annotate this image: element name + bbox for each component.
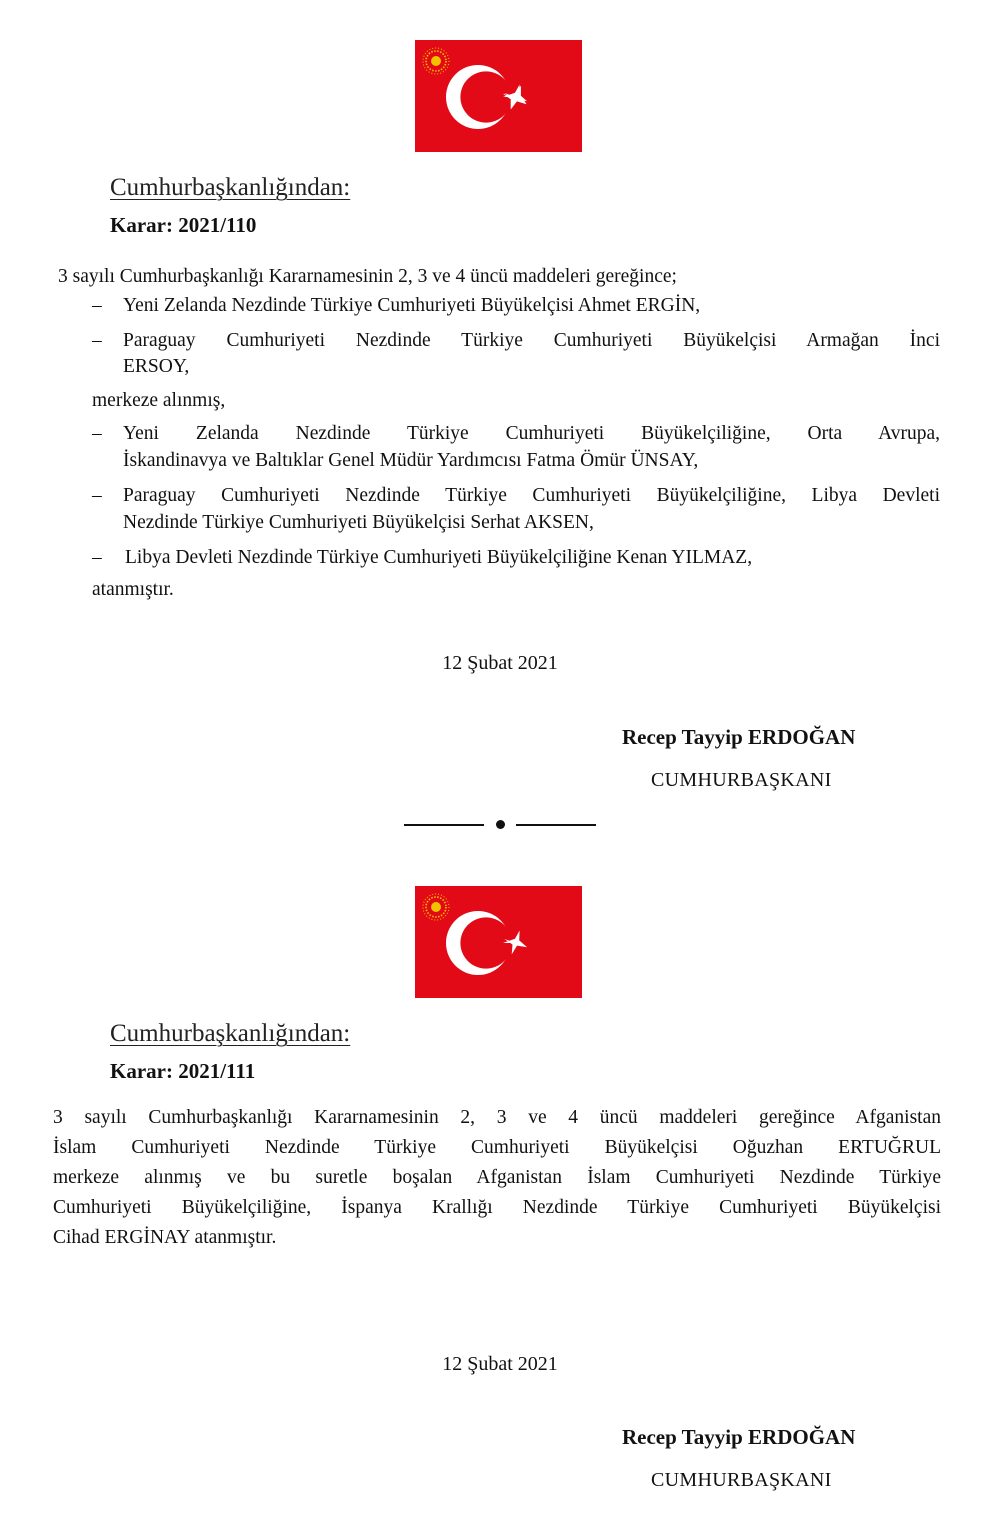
appointed-item [92, 419, 940, 476]
recalled-line: ERSOY, [123, 356, 190, 377]
dash-bullet: – [92, 547, 102, 568]
decree-body [53, 1103, 941, 1253]
appointed-item [92, 543, 940, 573]
decree-heading: Cumhurbaşkanlığından: [110, 1020, 351, 1047]
turkish-flag-emblem [415, 40, 582, 152]
separator-dot [496, 820, 505, 829]
appointed-line: Nezdinde Türkiye Cumhuriyeti Büyükelçisi Serhat AKSEN, [123, 512, 594, 533]
turkish-flag-emblem [415, 886, 582, 998]
signer-name: Recep Tayyip ERDOĞAN [622, 725, 856, 749]
appointed-line: Yeni Zelanda Nezdinde Türkiye Cumhuriyeti Büyükelçiliğine, Orta Avrupa, [123, 423, 940, 444]
dash-bullet: – [92, 330, 102, 351]
body-line: merkeze alınmış ve bu suretle boşalan Afganistan İslam Cumhuriyeti Nezdinde Türkiye [53, 1167, 941, 1188]
crescent-star-icon [415, 40, 582, 152]
decree-heading: Cumhurbaşkanlığından: [110, 174, 351, 201]
appointed-line: İskandinavya ve Baltıklar Genel Müdür Yardımcısı Fatma Ömür ÜNSAY, [123, 450, 699, 471]
appointed-line: Libya Devleti Nezdinde Türkiye Cumhuriyeti Büyükelçiliğine Kenan YILMAZ, [125, 547, 753, 568]
crescent-star-icon [415, 886, 582, 998]
recalled-suffix: merkeze alınmış, [92, 390, 226, 411]
signer-title: CUMHURBAŞKANI [651, 769, 832, 791]
appointed-line: Paraguay Cumhuriyeti Nezdinde Türkiye Cumhuriyeti Büyükelçiliğine, Libya Devleti [123, 485, 940, 506]
decree-number: Karar: 2021/110 [110, 213, 257, 237]
section-separator [404, 820, 596, 830]
decree-number: Karar: 2021/111 [110, 1059, 256, 1083]
recalled-item [92, 326, 940, 382]
body-line: 3 sayılı Cumhurbaşkanlığı Kararnamesinin 2, 3 ve 4 üncü maddeleri gereğince Afganistan [53, 1107, 941, 1128]
signer-title: CUMHURBAŞKANI [651, 1469, 832, 1491]
decree-intro: 3 sayılı Cumhurbaşkanlığı Kararnamesinin 2, 3 ve 4 üncü maddeleri gereğince; [58, 266, 677, 287]
appointed-suffix: atanmıştır. [92, 579, 174, 600]
body-line: Cumhuriyeti Büyükelçiliğine, İspanya Krallığı Nezdinde Türkiye Cumhuriyeti Büyükelçisi [53, 1197, 941, 1218]
dash-bullet: – [92, 485, 102, 506]
appointed-item [92, 481, 940, 538]
body-line: İslam Cumhuriyeti Nezdinde Türkiye Cumhuriyeti Büyükelçisi Oğuzhan ERTUĞRUL [53, 1137, 941, 1158]
recalled-line: Paraguay Cumhuriyeti Nezdinde Türkiye Cumhuriyeti Büyükelçisi Armağan İnci [123, 330, 940, 351]
separator-line [404, 824, 484, 826]
body-line: Cihad ERGİNAY atanmıştır. [53, 1227, 277, 1248]
decree-date: 12 Şubat 2021 [442, 652, 558, 674]
dash-bullet: – [92, 295, 102, 316]
recalled-item [92, 291, 940, 321]
separator-line [516, 824, 596, 826]
signer-name: Recep Tayyip ERDOĞAN [622, 1425, 856, 1449]
decree-date: 12 Şubat 2021 [442, 1353, 558, 1375]
recalled-line: Yeni Zelanda Nezdinde Türkiye Cumhuriyeti Büyükelçisi Ahmet ERGİN, [123, 295, 701, 316]
dash-bullet: – [92, 423, 102, 444]
